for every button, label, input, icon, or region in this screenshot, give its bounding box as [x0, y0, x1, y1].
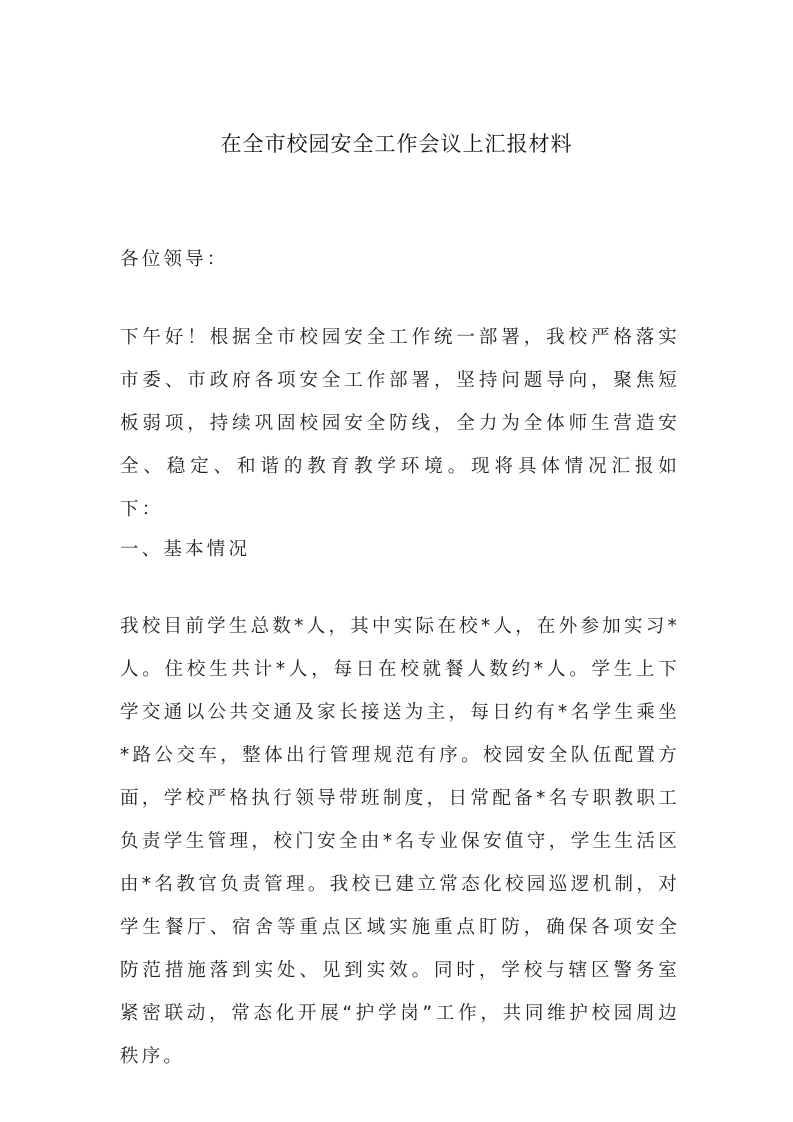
section-body-paragraph: 我校目前学生总数*人，其中实际在校*人，在外参加实习*人。住校生共计*人，每日在校就餐人数约*人。学生上下学交通以公共交通及家长接送为主，每日约有*名学生乘坐*路公交车，整体出行管理规范有序。校园安全队伍配置方面，学校严格执行领导带班制度，日常配备*名专职教职工负责学生管理，校门安全由*名专业保安值守，学生生活区由*名教官负责管理。我校已建立常态化校园巡逻机制，对学生餐厅、宿舍等重点区域实施重点盯防，确保各项安全防范措施落到实处、见到实效。同时，学校与辖区警务室紧密联动，常态化开展“护学岗”工作，共同维护校园周边秩序。: [120, 616, 680, 1067]
document-title: 在全市校园安全工作会议上汇报材料: [220, 132, 573, 156]
section-heading: 一、基本情况: [120, 539, 251, 560]
intro-paragraph: 下午好！根据全市校园安全工作统一部署，我校严格落实市委、市政府各项安全工作部署，坚持问题导向，聚焦短板弱项，持续巩固校园安全防线，全力为全体师生营造安全、稳定、和谐的教育教学环境。现将具体情况汇报如下：: [120, 327, 680, 520]
salutation: 各位领导：: [120, 249, 229, 270]
